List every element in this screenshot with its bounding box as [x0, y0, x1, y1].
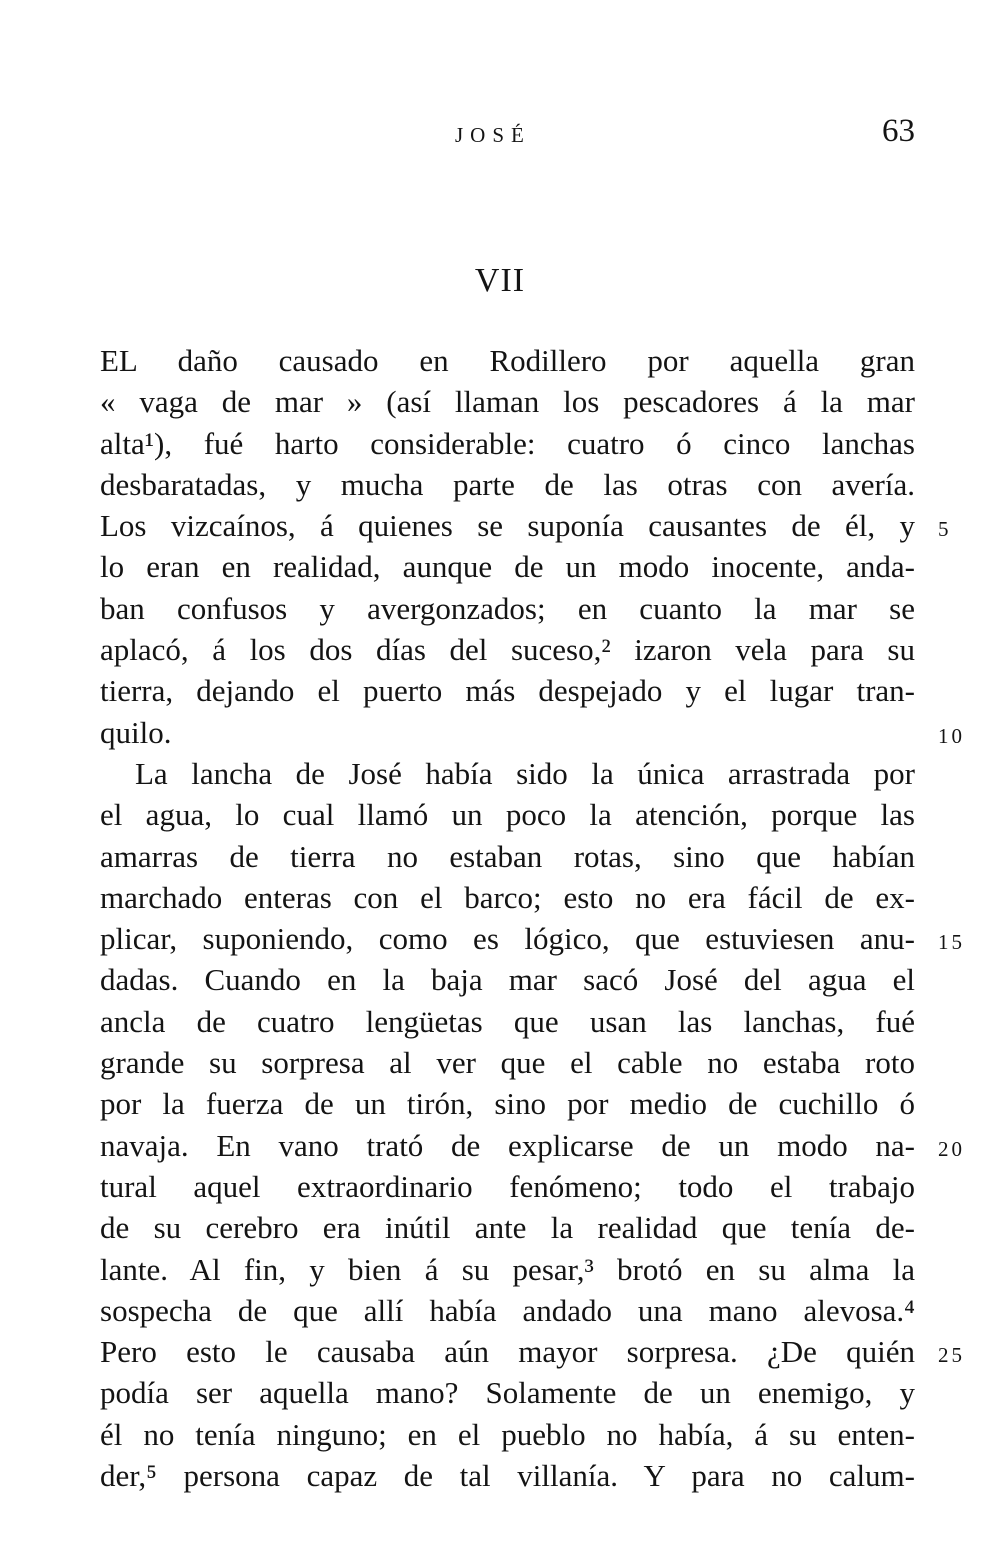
- line-text: La lancha de José había sido la única arrastrada por: [135, 755, 915, 791]
- line-number: 25: [938, 1343, 965, 1368]
- line-text: ancla de cuatro lengüetas que usan las lanchas, fué: [100, 1003, 915, 1039]
- line-text: alta¹), fué harto considerable: cuatro ó cinco lanchas: [100, 425, 915, 461]
- text-line: [100, 794, 915, 835]
- line-number: 5: [938, 517, 952, 542]
- line-number: 15: [938, 930, 965, 955]
- line-text: Pero esto le causaba aún mayor sorpresa. ¿De quién: [100, 1334, 915, 1370]
- line-text: dadas. Cuando en la baja mar sacó José del agua el: [100, 962, 915, 998]
- line-text: por la fuerza de un tirón, sino por medio de cuchillo ó: [100, 1086, 915, 1122]
- line-text: tural aquel extraordinario fenómeno; todo el trabajo: [100, 1168, 915, 1204]
- text-line: [100, 1290, 915, 1331]
- text-line: [100, 877, 915, 918]
- running-head: [100, 113, 915, 153]
- line-text: tierra, dejando el puerto más despejado y el lugar tran-: [100, 673, 915, 709]
- line-text: lante. Al fin, y bien á su pesar,³ brotó en su alma la: [100, 1251, 915, 1287]
- text-line: [100, 1331, 965, 1372]
- text-line: [100, 1414, 915, 1455]
- text-line: [100, 959, 915, 1000]
- line-text: amarras de tierra no estaban rotas, sino que habían: [100, 838, 915, 874]
- text-line: [100, 918, 965, 959]
- text-line: [100, 1001, 915, 1042]
- text-line: [100, 836, 915, 877]
- text-line: [100, 1166, 915, 1207]
- chapter-heading: VII: [474, 262, 526, 299]
- line-text: desbaratadas, y mucha parte de las otras con avería.: [100, 466, 915, 502]
- page-number: 63: [882, 113, 915, 149]
- line-text: sospecha de que allí había andado una mano alevosa.⁴: [100, 1292, 915, 1328]
- text-line: [100, 1125, 965, 1166]
- text-line: [100, 423, 915, 464]
- line-text: de su cerebro era inútil ante la realidad que tenía de-: [100, 1210, 915, 1246]
- text-line: [100, 1372, 915, 1413]
- line-text: der,⁵ persona capaz de tal villanía. Y para no calum-: [100, 1458, 915, 1494]
- line-text: Los vizcaínos, á quienes se suponía causantes de él, y: [100, 508, 915, 544]
- running-title: JOSÉ: [455, 123, 531, 147]
- line-text: « vaga de mar » (así llaman los pescadores á la mar: [100, 384, 915, 420]
- line-text: podía ser aquella mano? Solamente de un enemigo, y: [100, 1375, 915, 1411]
- line-text: grande su sorpresa al ver que el cable no estaba roto: [100, 1045, 915, 1081]
- text-line: [100, 1455, 915, 1496]
- text-line: [100, 546, 915, 587]
- line-text: lo eran en realidad, aunque de un modo inocente, anda-: [100, 549, 915, 585]
- text-line: [100, 505, 952, 546]
- line-text: él no tenía ninguno; en el pueblo no había, á su enten-: [100, 1416, 915, 1452]
- text-line: [100, 381, 915, 422]
- text-line: [100, 340, 915, 381]
- body-text: [100, 340, 965, 1496]
- text-line: [100, 629, 915, 670]
- text-line: [100, 670, 915, 711]
- text-line: [100, 753, 915, 794]
- line-text: EL daño causado en Rodillero por aquella gran: [100, 343, 915, 378]
- line-text: marchado enteras con el barco; esto no era fácil de ex-: [100, 879, 915, 915]
- text-line: [100, 464, 915, 505]
- text-line: [100, 1042, 915, 1083]
- line-text: quilo.: [100, 714, 172, 750]
- line-number: 10: [938, 723, 965, 748]
- line-number: 20: [938, 1136, 965, 1161]
- text-line: [100, 1083, 915, 1124]
- text-line: [100, 588, 915, 629]
- line-text: el agua, lo cual llamó un poco la atención, porque las: [100, 797, 915, 833]
- text-line: [100, 1249, 915, 1290]
- line-text: aplacó, á los dos días del suceso,² izaron vela para su: [100, 632, 915, 668]
- line-text: ban confusos y avergonzados; en cuanto la mar se: [100, 590, 915, 626]
- text-line: [100, 1207, 915, 1248]
- text-line: [100, 712, 965, 753]
- line-text: plicar, suponiendo, como es lógico, que estuviesen anu-: [100, 921, 915, 957]
- line-text: navaja. En vano trató de explicarse de un modo na-: [100, 1127, 915, 1163]
